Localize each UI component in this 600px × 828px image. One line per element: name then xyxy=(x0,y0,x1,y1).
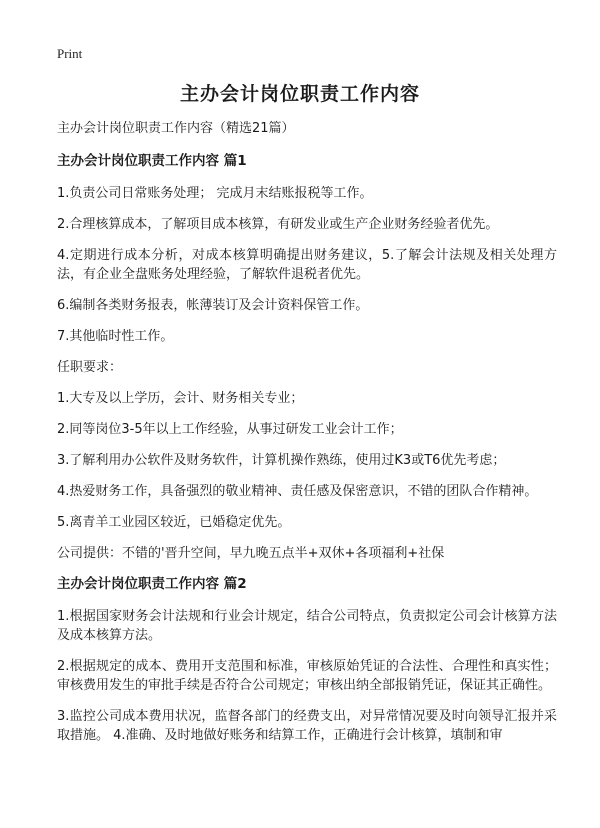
document-subtitle: 主办会计岗位职责工作内容（精选21篇） xyxy=(57,121,295,136)
paragraph: 6.编制各类财务报表，帐薄装订及会计资料保管工作。 xyxy=(57,298,369,313)
paragraph: 4.定期进行成本分析，对成本核算明确提出财务建议，5.了解会计法规及相关处理方法，有企业全盘账务处理经验，了解软件退税者优先。 xyxy=(57,248,557,282)
paragraph: 5.离青羊工业园区较近，已婚稳定优先。 xyxy=(57,515,291,530)
paragraph: 3.了解利用办公软件及财务软件，计算机操作熟练，使用过K3或T6优先考虑； xyxy=(57,453,506,468)
paragraph: 1.根据国家财务会计法规和行业会计规定，结合公司特点，负责拟定公司会计核算方法及成本核算方法。 xyxy=(57,609,557,643)
paragraph: 2.同等岗位3-5年以上工作经验，从事过研发工业会计工作； xyxy=(57,422,403,437)
print-label: Print xyxy=(57,46,83,61)
paragraph: 公司提供：不错的'晋升空间，早九晚五点半+双休+各项福利+社保 xyxy=(57,546,445,561)
page-title: 主办会计岗位职责工作内容 xyxy=(179,83,420,105)
section-heading-1: 主办会计岗位职责工作内容 篇1 xyxy=(57,153,247,169)
paragraph: 4.热爱财务工作，具备强烈的敬业精神、责任感及保密意识，不错的团队合作精神。 xyxy=(57,484,538,499)
paragraph: 3.监控公司成本费用状况，监督各部门的经费支出，对异常情况要及时向领导汇报并采取措施。 4.准确、及时地做好账务和结算工作，正确进行会计核算，填制和审 xyxy=(57,709,557,743)
document-body xyxy=(57,120,557,757)
paragraph: 1.大专及以上学历，会计、财务相关专业； xyxy=(57,391,304,406)
paragraph: 任职要求： xyxy=(57,360,123,375)
paragraph: 1.负责公司日常账务处理； 完成月末结账报税等工作。 xyxy=(57,186,373,201)
paragraph: 7.其他临时性工作。 xyxy=(57,329,174,344)
paragraph: 2.根据规定的成本、费用开支范围和标准，审核原始凭证的合法性、合理性和真实性；审核费用发生的审批手续是否符合公司规定；审核出纳全部报销凭证，保证其正确性。 xyxy=(57,659,557,693)
section-heading-2: 主办会计岗位职责工作内容 篇2 xyxy=(57,576,247,592)
paragraph: 2.合理核算成本，了解项目成本核算，有研发业或生产企业财务经验者优先。 xyxy=(57,217,499,232)
